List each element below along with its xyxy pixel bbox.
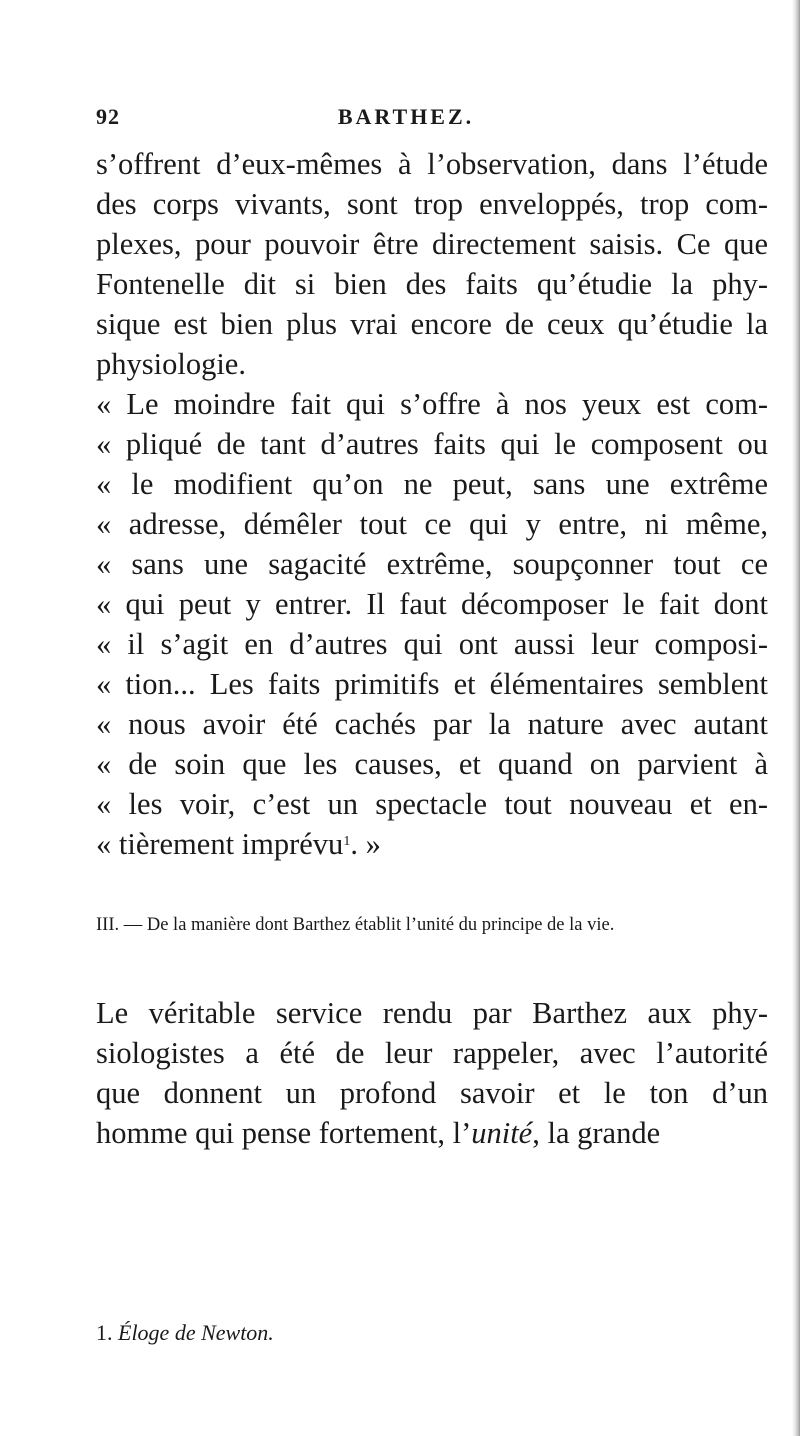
text-line-last	[96, 1113, 660, 1153]
running-title: BARTHEZ.	[337, 104, 475, 129]
quote-line: « sans une sagacité extrême, soupçonner tout ce	[96, 547, 768, 581]
text-line: physiologie.	[96, 347, 246, 381]
quote-line: « le modifient qu’on ne peut, sans une extrême	[96, 467, 768, 501]
quote-line: « adresse, démêler tout ce qui y entre, ni même,	[96, 507, 768, 541]
page-number: 92	[96, 104, 120, 129]
text-line: s’offrent d’eux-mêmes à l’observation, dans l’étude	[96, 147, 768, 181]
footnote-text: Éloge de Newton.	[118, 1320, 274, 1345]
footnote-reference: 1	[343, 834, 351, 849]
text-line: que donnent un profond savoir et le ton d’un	[96, 1076, 768, 1110]
text-line: siologistes a été de leur rappeler, avec l’autorité	[96, 1036, 768, 1070]
quote-line: « de soin que les causes, et quand on parvient à	[96, 747, 768, 781]
text-line: des corps vivants, sont trop enveloppés, trop com-	[96, 187, 768, 221]
quote-line: « tion... Les faits primitifs et élémentaires semblent	[96, 667, 768, 701]
text-before-italic: homme qui pense fortement,	[96, 1116, 453, 1150]
quote-last-line	[96, 824, 768, 864]
text-line: plexes, pour pouvoir être directement saisis. Ce que	[96, 227, 768, 261]
section-heading: III. — De la manière dont Barthez établit l’unité du principe de la vie.	[96, 915, 615, 935]
quote-line: « nous avoir été cachés par la nature avec autant	[96, 707, 768, 741]
quote-closing: . »	[350, 827, 381, 861]
text-line: sique est bien plus vrai encore de ceux qu’étudie la	[96, 307, 768, 341]
quote-line: « les voir, c’est un spectacle tout nouveau et en-	[96, 787, 768, 821]
running-head	[96, 104, 716, 130]
quote-last-text: « tièrement imprévu	[96, 827, 344, 861]
italic-word: unité	[471, 1116, 533, 1150]
quote-line: « pliqué de tant d’autres faits qui le composent ou	[96, 427, 768, 461]
page-edge-shadow	[792, 0, 800, 1436]
quote-line: « il s’agit en d’autres qui ont aussi leur composi-	[96, 627, 768, 661]
text-line: Fontenelle dit si bien des faits qu’étudie la phy-	[96, 267, 768, 301]
quote-line: « Le moindre fait qui s’offre à nos yeux est com-	[96, 387, 768, 421]
text-line: Le véritable service rendu par Barthez aux phy-	[96, 996, 768, 1030]
footnote-number: 1.	[96, 1320, 113, 1345]
quote-line: « qui peut y entrer. Il faut décomposer le fait dont	[96, 587, 768, 621]
footnote	[96, 1320, 274, 1346]
article: l’	[452, 1116, 472, 1150]
text-after-italic: , la grande	[532, 1116, 661, 1150]
